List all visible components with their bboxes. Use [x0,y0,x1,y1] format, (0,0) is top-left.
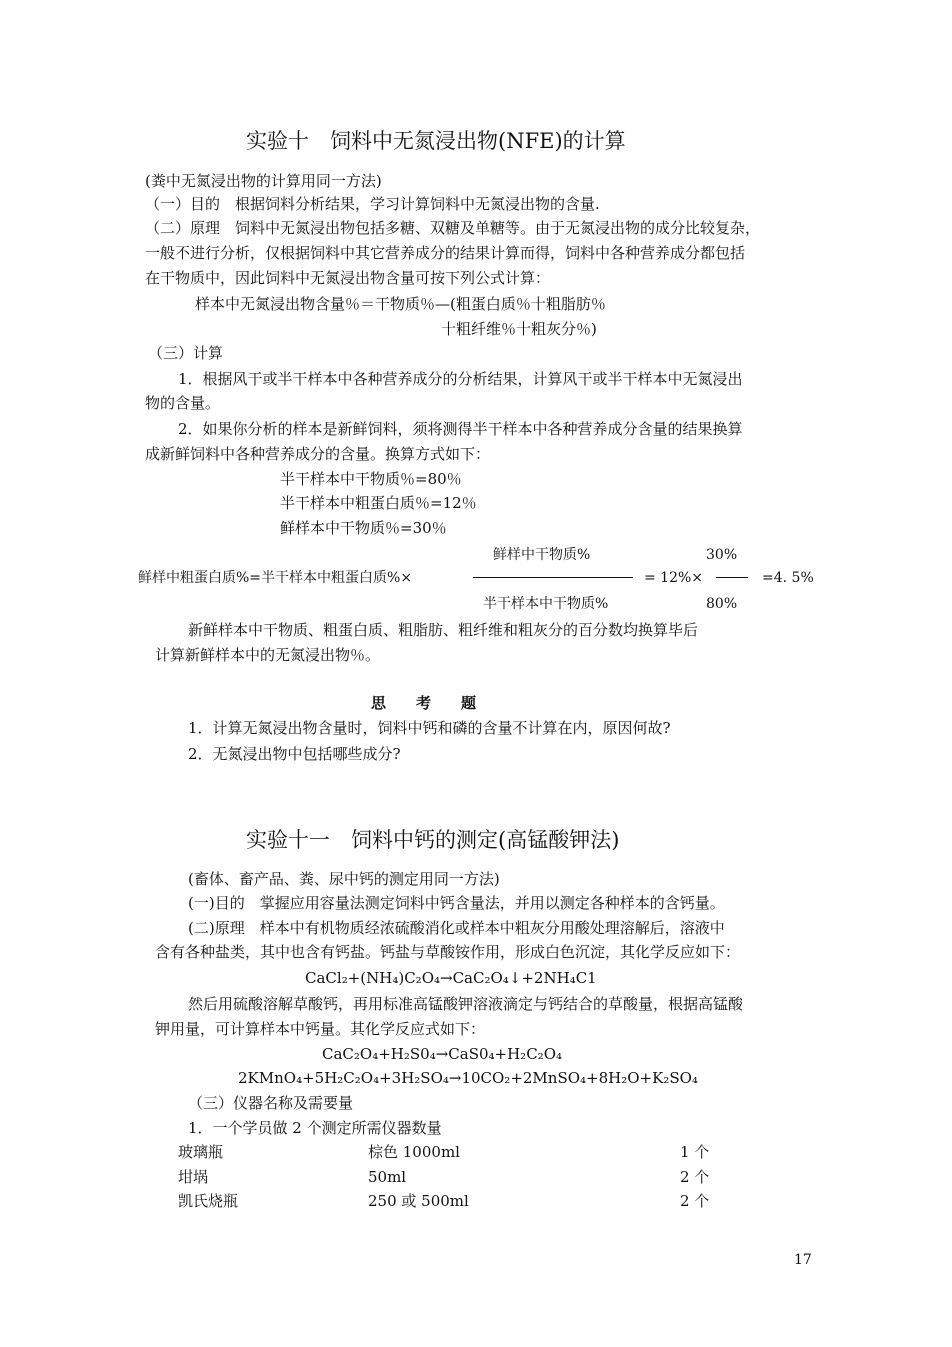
reaction-1: CaCl₂+(NH₄)C₂O₄→CaC₂O₄↓+2NH₄C1 [305,969,597,987]
exp11-note: (畜体、畜产品、粪、尿中钙的测定用同一方法) [188,870,500,888]
exp11-principle-line: 含有各种盐类，其中也含有钙盐。钙盐与草酸铵作用，形成白色沉淀，其化学反应如下： [155,943,741,961]
apparatus-spec: 棕色 1000ml [368,1143,460,1161]
fraction-middle: = 12%× [644,570,704,586]
exp11-principle-line: (二)原理 样本中有机物质经浓硫酸消化或样本中粗灰分用酸处理溶解后，溶液中 [188,919,725,937]
exp10-formula-line: 十粗纤维％十粗灰分％) [441,320,597,338]
exp10-calc1-line: 1．根据风干或半干样本中各种营养成分的分析结果，计算风干或半干样本中无氮浸出 [178,370,743,388]
exp10-calc2-line: 成新鲜饲料中各种营养成分的含量。换算方式如下： [145,445,491,463]
fraction-bar-1 [473,577,633,578]
fraction-numerator-1: 鲜样中干物质% [493,547,591,563]
apparatus-name: 坩埚 [178,1168,209,1186]
exp10-example-line: 半干样本中干物质％=80％ [280,470,462,488]
exp10-example-line: 鲜样本中干物质％=30％ [280,519,447,537]
exp10-calc-heading: （三）计算 [148,344,224,362]
apparatus-subheading: 1．一个学员做 2 个测定所需仪器数量 [188,1119,442,1137]
exp11-then-line: 钾用量，可计算样本中钙量。其化学反应式如下： [155,1020,486,1038]
apparatus-qty: 2 个 [680,1168,710,1186]
apparatus-name: 玻璃瓶 [178,1143,224,1161]
think-title: 思 考 题 [371,694,477,712]
apparatus-spec: 50ml [368,1168,407,1186]
think-question: 2．无氮浸出物中包括哪些成分? [188,745,401,763]
fraction-numerator-2: 30% [706,547,738,563]
exp10-after-line: 新鲜样本中干物质、粗蛋白质、粗脂肪、粗纤维和粗灰分的百分数均换算毕后 [188,621,699,639]
exp10-calc1-line: 物的含量。 [145,394,221,412]
exp10-principle-line: （二）原理 饲料中无氮浸出物包括多糖、双糖及单糖等。由于无氮浸出物的成分比较复杂， [145,219,761,237]
exp10-principle-line: 在干物质中，因此饲料中无氮浸出物含量可按下列公式计算： [145,269,551,287]
exp10-note: (粪中无氮浸出物的计算用同一方法) [145,172,382,190]
exp10-purpose: （一）目的 根据饲料分析结果，学习计算饲料中无氮浸出物的含量. [145,195,600,213]
exp10-calc2-line: 2．如果你分析的样本是新鲜饲料，须将测得半干样本中各种营养成分含量的结果换算 [178,420,743,438]
fraction-denominator-1: 半干样本中干物质% [483,596,609,612]
think-question: 1．计算无氮浸出物含量时，饲料中钙和磷的含量不计算在内，原因何故? [188,719,671,737]
exp10-title: 实验十 饲料中无氮浸出物(NFE)的计算 [246,129,626,153]
page-number: 17 [794,1252,812,1268]
apparatus-spec: 250 或 500ml [368,1192,469,1210]
fraction-result: =4. 5% [762,570,814,586]
fraction-lhs: 鲜样中粗蛋白质%=半干样本中粗蛋白质%× [138,570,413,586]
fraction-denominator-2: 80% [706,596,738,612]
exp10-principle-line: 一般不进行分析，仅根据饲料中其它营养成分的结果计算而得，饲料中各种营养成分都包括 [145,244,746,262]
reaction-2: CaC₂O₄+H₂S0₄→CaS0₄+H₂C₂O₄ [322,1045,562,1063]
exp11-then-line: 然后用硫酸溶解草酸钙，再用标准高锰酸钾溶液滴定与钙结合的草酸量，根据高锰酸 [188,995,744,1013]
fraction-bar-2 [716,577,748,578]
apparatus-heading: （三）仪器名称及需要量 [188,1094,354,1112]
exp10-example-line: 半干样本中粗蛋白质％=12％ [280,494,477,512]
reaction-3: 2KMnO₄+5H₂C₂O₄+3H₂SO₄→10CO₂+2MnSO₄+8H₂O+K₂SO₄ [238,1069,698,1087]
exp10-formula-line: 样本中无氮浸出物含量％＝干物质％—(粗蛋白质％十粗脂肪％ [195,295,606,313]
apparatus-qty: 1 个 [680,1143,710,1161]
exp11-title: 实验十一 饲料中钙的测定(高锰酸钾法) [246,828,620,852]
apparatus-name: 凯氏烧瓶 [178,1192,239,1210]
apparatus-qty: 2 个 [680,1192,710,1210]
exp10-after-line: 计算新鲜样本中的无氮浸出物％。 [155,646,381,664]
exp11-purpose: (一)目的 掌握应用容量法测定饲料中钙含量法，并用以测定各种样本的含钙量。 [188,894,725,912]
